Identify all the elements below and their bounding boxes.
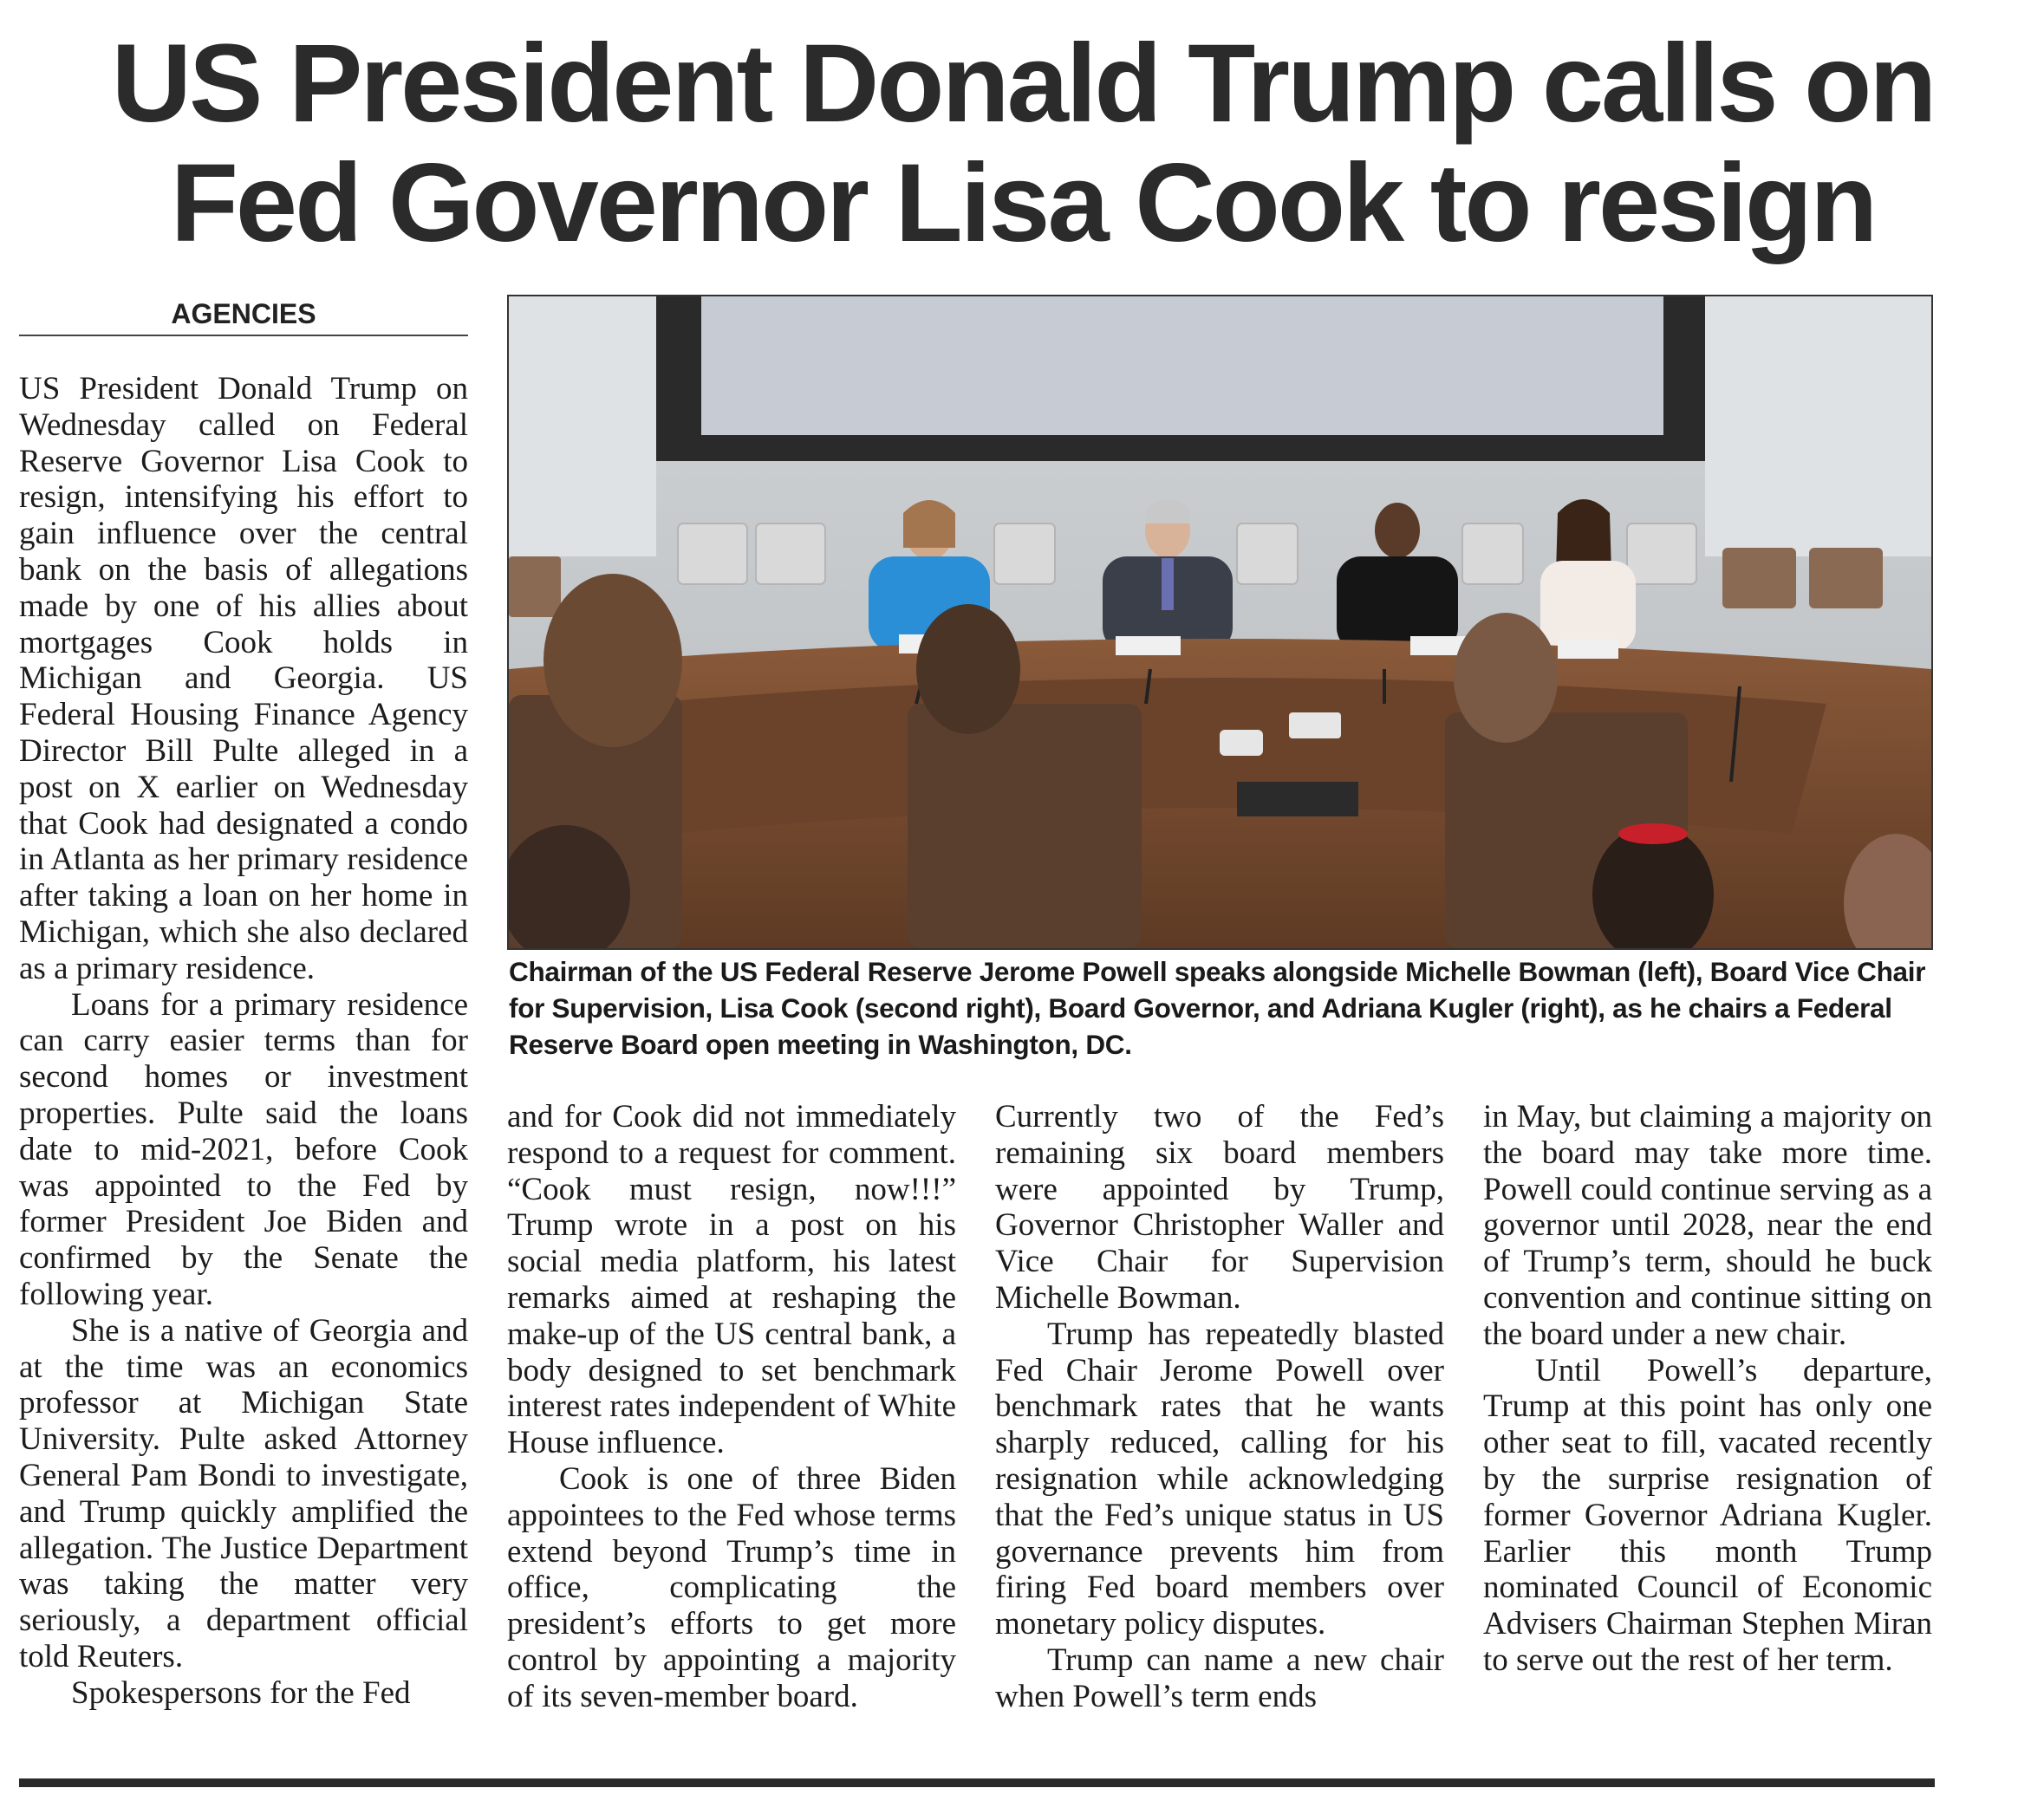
paragraph: US President Donald Trump on Wednesday called on Federal Reserve Governor Lisa Cook to resign, intensifying his effort to gain influence over the central bank on the basis of allegations made by one of his allies about mortgages Cook holds in Michigan and Georgia. US Federal Housing Finance Agency Director Bill Pulte alleged in a post on X earlier on Wednesday that Cook had designated a condo in Atlanta as her primary residence after taking a loan on her home in Michigan, which she also declared as a primary residence. [19, 371, 468, 986]
paragraph: in May, but claiming a majority on the board may take more time. Powell could continue serving as a governor until 2028, near the end of Trump’s term, should he buck convention and continue sitting on the board under a new chair. [1483, 1099, 1932, 1352]
news-photo [507, 295, 1933, 950]
paragraph: Cook is one of three Biden appointees to the Fed whose terms extend beyond Trump’s time in office, complicating the president’s efforts to get more control by appointing a majority of its seven-member board. [507, 1460, 956, 1714]
headline-line-1: US President Donald Trump calls on [111, 22, 1935, 146]
headline-line-2: Fed Governor Lisa Cook to resign [170, 141, 1876, 265]
paragraph: Until Powell’s departure, Trump at this point has only one other seat to fill, vacated recently by the surprise resignation of former Governor Adriana Kugler. Earlier this month Trump nominated Council of Economic Advisers Chairman Stephen Miran to serve out the rest of her term. [1483, 1352, 1932, 1678]
meeting-photo-illustration [509, 296, 1931, 948]
paragraph: Loans for a primary residence can carry easier terms than for second homes or investment properties. Pulte said the loans date to mid-2021, before Cook was appointed to the Fed by former President Joe Biden and confirmed by the Senate the following year. [19, 986, 468, 1312]
byline: AGENCIES [171, 298, 316, 329]
paragraph: Trump can name a new chair when Powell’s term ends [995, 1642, 1444, 1714]
byline-container [19, 295, 468, 336]
article-column-2 [507, 1099, 956, 1715]
paragraph: She is a native of Georgia and at the time was an economics professor at Michigan State University. Pulte asked Attorney General Pam Bondi to investigate, and Trump quickly amplified the allegation. The Justice Department was taking the matter very seriously, a department official told Reuters. [19, 1312, 468, 1674]
article-column-3 [995, 1099, 1444, 1715]
article-column-1 [19, 371, 468, 1758]
article-column-4 [1483, 1099, 1932, 1679]
headline [26, 24, 2020, 263]
paragraph: Trump has repeatedly blasted Fed Chair Jerome Powell over benchmark rates that he wants sharply reduced, calling for his resignation while acknowledging that the Fed’s unique status in US governance prevents him from firing Fed board members over monetary policy disputes. [995, 1316, 1444, 1642]
bottom-rule [19, 1778, 1935, 1787]
photo-caption: Chairman of the US Federal Reserve Jerome Powell speaks alongside Michelle Bowman (left), Board Vice Chair for Supervision, Lisa Cook (second right), Board Governor, and Adriana Kugler (right), as he chairs a Federal Reserve Board open meeting in Washington, DC. [509, 956, 1926, 1060]
paragraph: and for Cook did not immediately respond to a request for comment. “Cook must resign, now!!!” Trump wrote in a post on his social media platform, his latest remarks aimed at reshaping the make-up of the US central bank, a body designed to set benchmark interest rates independent of White House influence. [507, 1099, 956, 1461]
paragraph: Spokespersons for the Fed [71, 1674, 411, 1711]
paragraph: Currently two of the Fed’s remaining six board members were appointed by Trump, Governor Christopher Waller and Vice Chair for Supervision Michelle Bowman. [995, 1099, 1444, 1316]
